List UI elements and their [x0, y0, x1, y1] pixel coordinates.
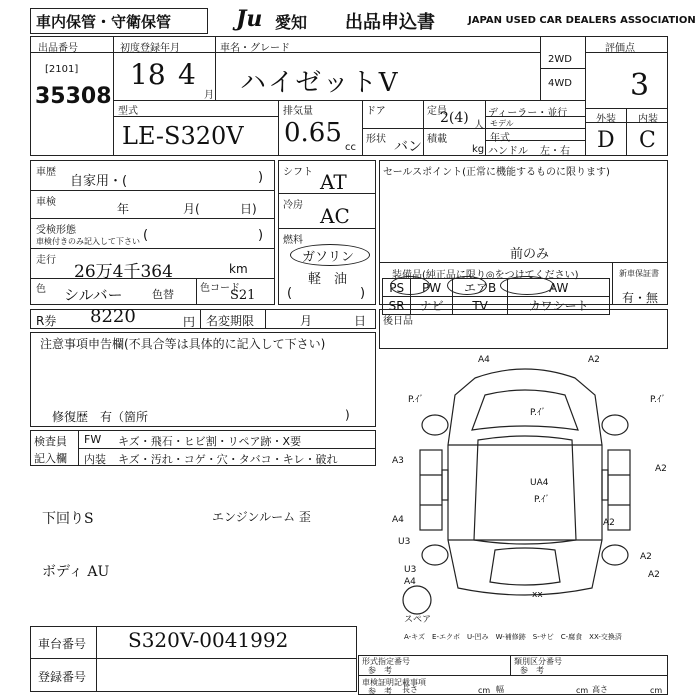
handle-options: 左・右: [540, 146, 570, 157]
capacity-value: 2(4): [440, 110, 469, 126]
displacement-value: 0.65: [284, 118, 342, 148]
capacity-label: 定員: [427, 106, 447, 117]
color-label: 色: [36, 284, 46, 295]
shift-value: AT: [320, 170, 347, 194]
damage-mark: A2: [648, 570, 660, 580]
handwritten-line-1: 下回りS: [42, 511, 94, 527]
drive-4wd: 4WD: [548, 78, 572, 89]
history-label: 車歴: [36, 167, 56, 178]
dealer-year-label: 年式: [490, 133, 510, 144]
fuel-gasoline: ガソリン: [302, 250, 355, 265]
damage-mark: A2: [603, 518, 615, 528]
rating-int-value: C: [639, 128, 656, 153]
dealer-label: ディーラー・並行: [488, 108, 568, 119]
damage-mark: xx: [532, 590, 543, 600]
rating-ext-label: 外装: [596, 114, 616, 125]
dealer-model-label: モデル: [490, 119, 514, 128]
mileage-unit: km: [229, 262, 248, 276]
form-ref: 参 考: [368, 666, 392, 675]
damage-mark: A4: [478, 355, 490, 365]
load-label: 積載: [427, 134, 447, 145]
rating-ext-value: D: [597, 128, 615, 153]
doors-label: ドア: [366, 106, 386, 117]
car-cert-label: 車検証明記載事項: [362, 678, 426, 687]
color-change-label: 色替: [152, 288, 174, 301]
form-title: 出品申込書: [345, 12, 435, 33]
equip-navi: ナビ: [411, 297, 453, 315]
color-code-label: 色コード: [200, 283, 240, 294]
brand-name: 愛知: [275, 13, 308, 32]
car-diagram: [380, 350, 670, 620]
model-label: 車名・グレード: [220, 43, 290, 54]
ps-circle: [390, 276, 430, 295]
color-value: シルバー: [64, 286, 123, 304]
class-label: 類別区分番号: [514, 657, 562, 666]
rating-label: 評価点: [605, 43, 635, 54]
name-change-day: 日: [354, 314, 367, 328]
damage-mark: U3: [398, 537, 411, 547]
pickup-label: 受検形態: [36, 225, 76, 236]
warranty-label: 新車保証書: [619, 269, 659, 278]
length-unit: cm: [478, 686, 491, 695]
damage-mark: A2: [640, 552, 652, 562]
registration-unit: 月: [204, 90, 214, 101]
pickup-paren: (: [143, 228, 149, 243]
inspector-int-items: キズ・汚れ・コゲ・穴・タバコ・キレ・破れ: [118, 453, 338, 466]
damage-mark: P.ｲﾞ: [534, 495, 550, 505]
fuel-diesel: 軽 油: [308, 272, 348, 287]
class-ref: 参 考: [520, 666, 544, 675]
fuel-close: ): [360, 286, 366, 301]
handwritten-line-3: ボディ AU: [42, 564, 110, 580]
name-change-month: 月: [300, 314, 313, 328]
pw-circle: [447, 276, 487, 295]
lot-number: 35308: [35, 84, 112, 109]
length-label: 長さ: [402, 685, 418, 694]
damage-mark: P.ｲﾞ: [408, 395, 424, 405]
color-code-value: S21: [230, 288, 256, 303]
inspection-year: 年: [117, 202, 130, 216]
equip-ps: PS: [383, 279, 411, 297]
registration-month: 4: [178, 58, 196, 91]
airbag-circle: [500, 276, 554, 295]
recycle-label: R券: [36, 314, 57, 328]
inspection-label: 車検: [36, 197, 56, 208]
damage-mark: A3: [392, 456, 404, 466]
pickup-note: 車検付きのみ記入して下さい: [36, 237, 140, 246]
damage-mark: P.ｲﾞ: [650, 395, 666, 405]
association-name: JAPAN USED CAR DEALERS ASSOCIATION: [468, 15, 696, 26]
inspector-label-2: 記入欄: [34, 452, 67, 465]
rear-seat-label: 後日品: [383, 316, 413, 327]
model-value: ハイゼットV: [240, 68, 400, 98]
width-unit: cm: [576, 686, 589, 695]
shape-value: バン: [394, 139, 422, 155]
type-value: LE-S320V: [122, 122, 244, 150]
width-label: 幅: [496, 685, 504, 694]
storage-title: 車内保管・守衛保管: [36, 13, 172, 31]
registration-year: 18: [130, 58, 166, 91]
inspector-int-label: 内装: [84, 453, 106, 466]
chassis-label: 車台番号: [38, 637, 87, 651]
history-close: ): [258, 170, 264, 185]
damage-mark: A4: [392, 515, 404, 525]
inspector-label-1: 検査員: [34, 435, 67, 448]
mileage-value: 26万4千364: [74, 262, 173, 282]
damage-mark: A2: [655, 464, 667, 474]
height-unit: cm: [650, 686, 663, 695]
spare-label: スペア: [404, 615, 432, 625]
equip-airbag: エアB: [452, 279, 507, 297]
notes-label: 注意事項申告欄(不具合等は具体的に記入して下さい): [40, 337, 326, 351]
shift-label: シフト: [283, 167, 313, 178]
lot-label: 出品番号: [38, 43, 78, 54]
equipment-note: 前のみ: [510, 247, 550, 262]
height-label: 高さ: [592, 685, 608, 694]
sales-point-label: セールスポイント(正常に機能するものに限ります): [383, 167, 610, 178]
equipment-label: 装備品(純正品に限り◎をつけてください): [392, 270, 579, 281]
name-change-label: 名変期限: [206, 314, 255, 328]
load-unit: kg: [472, 144, 485, 155]
fuel-label: 燃料: [283, 235, 303, 246]
damage-mark: A2: [588, 355, 600, 365]
equip-seat: カワシート: [508, 297, 610, 315]
form-spec-label: 形式指定番号: [362, 657, 410, 666]
damage-mark: A4: [404, 577, 416, 587]
damage-mark: U3: [404, 565, 417, 575]
damage-mark: UA4: [530, 478, 549, 488]
pickup-close: ): [258, 228, 264, 243]
drive-2wd: 2WD: [548, 54, 572, 65]
fuel-paren: (: [287, 286, 293, 301]
rating-int-label: 内装: [638, 114, 658, 125]
logo-mark: Ju: [236, 6, 263, 32]
inspector-fw-label: FW: [84, 433, 102, 446]
car-cert-ref: 参 考: [368, 687, 392, 696]
handle-label: ハンドル: [488, 146, 528, 157]
displacement-label: 排気量: [283, 106, 313, 117]
equip-tv: TV: [452, 297, 507, 315]
capacity-unit: 人: [474, 120, 484, 131]
recycle-unit: 円: [183, 315, 196, 329]
repair-close: ): [345, 408, 350, 422]
rating-value: 3: [630, 68, 650, 103]
chassis-value: S320V-0041992: [128, 628, 289, 652]
handwritten-line-2: エンジンルーム 歪: [212, 510, 311, 524]
mileage-label: 走行: [36, 255, 56, 266]
warranty-value: 有・無: [622, 291, 659, 305]
repair-label: 修復歴 有（箇所: [52, 410, 149, 424]
recycle-value: 8220: [90, 306, 136, 327]
displacement-unit: cc: [345, 142, 356, 153]
inspection-month: 月(: [183, 202, 200, 216]
damage-mark: P.ｲﾞ: [530, 408, 546, 418]
inspection-day: 日): [240, 202, 257, 216]
equip-sr: SR: [383, 297, 411, 315]
aircon-label: 冷房: [283, 200, 303, 211]
history-value: 自家用・(: [70, 174, 128, 189]
shape-label: 形状: [366, 134, 386, 145]
aircon-value: AC: [320, 204, 350, 228]
equip-pw: PW: [411, 279, 453, 297]
registration-label: 初度登録年月: [120, 43, 180, 54]
type-label: 型式: [118, 106, 138, 117]
lot-code: [2101]: [45, 64, 79, 75]
damage-legend: A-キズ E-エクボ U-凹み W-補修跡 S-サビ C-腐食 XX-交換済: [404, 633, 622, 641]
plate-label: 登録番号: [38, 670, 87, 684]
equip-aw: AW: [508, 279, 610, 297]
inspector-fw-items: キズ・飛石・ヒビ割・リペア跡・X要: [118, 435, 302, 448]
